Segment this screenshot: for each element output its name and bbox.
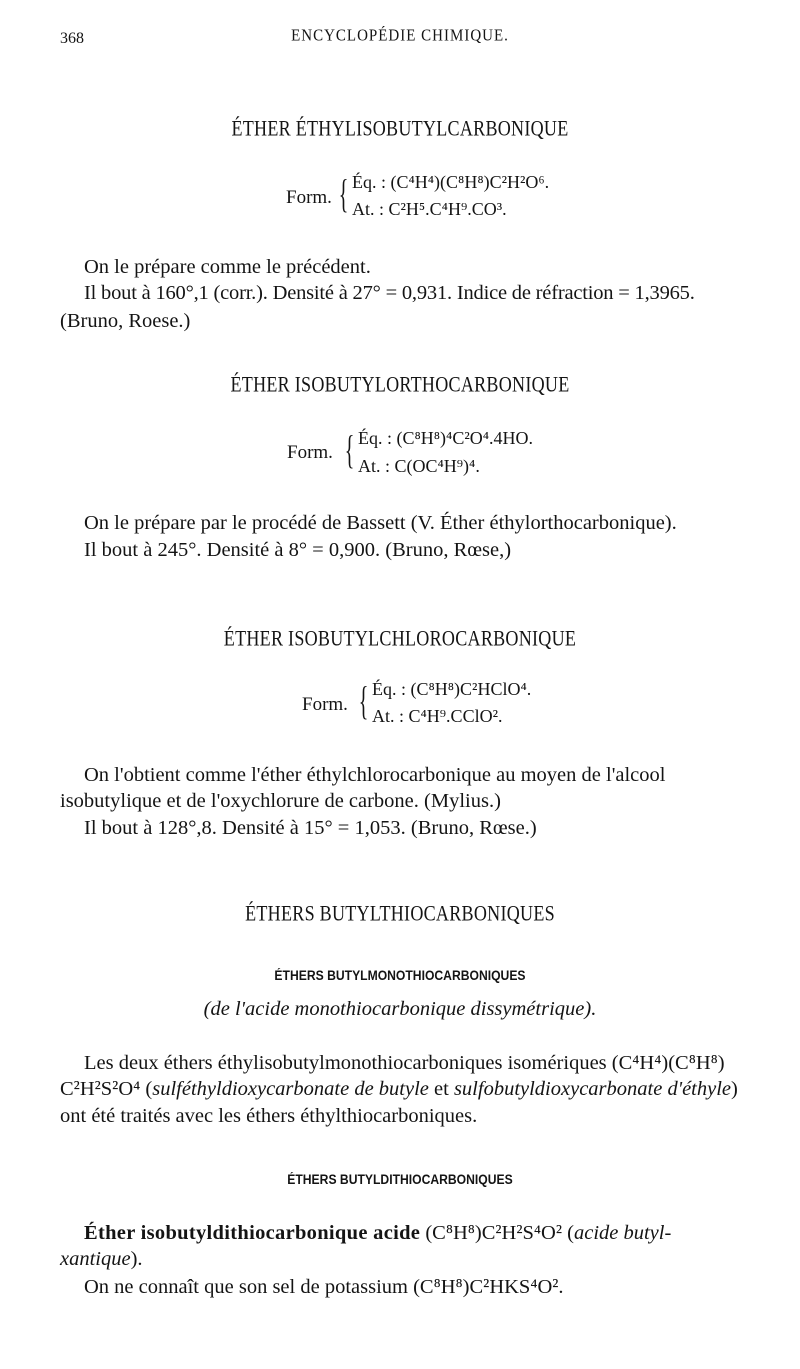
paragraph: Il bout à 128°,8. Densité à 15° = 1,053. (Bruno, Rœse.): [84, 817, 537, 839]
formula-brace: {: [344, 427, 355, 472]
formula-label: Form.: [286, 187, 332, 208]
formula-eq: Éq. : (C⁸H⁸)C²HClO⁴.: [372, 679, 532, 699]
paragraph: On le prépare comme le précédent.: [84, 256, 371, 278]
formula-label: Form.: [287, 442, 333, 463]
formula-brace: {: [358, 678, 369, 723]
formula-at: At. : C²H⁵.C⁴H⁹.CO³.: [352, 199, 507, 219]
page-number: 368: [60, 30, 84, 47]
section-title: ÉTHER ISOBUTYLORTHOCARBONIQUE: [230, 371, 570, 397]
formula-eq: Éq. : (C⁴H⁴)(C⁸H⁸)C²H²O⁶.: [352, 172, 550, 192]
section-title: ÉTHER ÉTHYLISOBUTYLCARBONIQUE: [231, 115, 569, 141]
formula-label: Form.: [302, 694, 348, 715]
formula-eq: Éq. : (C⁸H⁸)⁴C²O⁴.4HO.: [358, 428, 533, 448]
running-title: ENCYCLOPÉDIE CHIMIQUE.: [291, 26, 509, 46]
section-title: ÉTHERS BUTYLTHIOCARBONIQUES: [245, 900, 555, 926]
formula: C²H²S²O⁴: [60, 1078, 141, 1100]
subsection-heading: ÉTHERS BUTYLMONOTHIOCARBONIQUES: [274, 968, 526, 983]
subsection-heading: ÉTHERS BUTYLDITHIOCARBONIQUES: [287, 1172, 513, 1187]
formula-brace: {: [338, 171, 349, 216]
paragraph: ont été traités avec les éthers éthylthiocarboniques.: [60, 1105, 478, 1127]
paragraph: C²H²S²O⁴ (sulféthyldioxycarbonate de butyle et sulfobutyldioxycarbonate d'éthyle): [60, 1078, 738, 1100]
subtitle: (de l'acide monothiocarbonique dissymétrique).: [203, 998, 597, 1020]
paragraph: On ne connaît que son sel de potassium (C⁸H⁸)C²HKS⁴O².: [84, 1276, 564, 1298]
entry-heading-continuation: xantique).: [60, 1248, 143, 1270]
italic-term: sulfobutyldioxycarbonate d'éthyle: [453, 1078, 732, 1100]
paragraph: On le prépare par le procédé de Bassett (V. Éther éthylorthocarbonique).: [84, 512, 677, 534]
formula-at: At. : C(OC⁴H⁹)⁴.: [358, 456, 480, 476]
paragraph: isobutylique et de l'oxychlorure de carbone. (Mylius.): [60, 790, 501, 812]
formula: (C⁸H⁸)C²H²S⁴O² (: [420, 1222, 574, 1244]
formula-at: At. : C⁴H⁹.CClO².: [372, 706, 503, 726]
paragraph: (Bruno, Roese.): [60, 310, 191, 332]
paragraph: Les deux éthers éthylisobutylmonothiocarboniques isomériques (C⁴H⁴)(C⁸H⁸): [84, 1052, 725, 1074]
paragraph: Il bout à 245°. Densité à 8° = 0,900. (Bruno, Rœse,): [84, 539, 512, 561]
paragraph: On l'obtient comme l'éther éthylchlorocarbonique au moyen de l'alcool: [84, 764, 666, 786]
entry-heading-line: Éther isobutyldithiocarbonique acide (C⁸H⁸)C²H²S⁴O² (acide butyl-: [84, 1222, 672, 1244]
section-title: ÉTHER ISOBUTYLCHLOROCARBONIQUE: [223, 625, 577, 651]
paragraph: Il bout à 160°,1 (corr.). Densité à 27° = 0,931. Indice de réfraction = 1,3965.: [84, 282, 695, 304]
entry-heading: Éther isobutyldithiocarbonique acide: [84, 1222, 421, 1244]
italic-term: sulféthyldioxycarbonate de butyle: [152, 1078, 429, 1100]
